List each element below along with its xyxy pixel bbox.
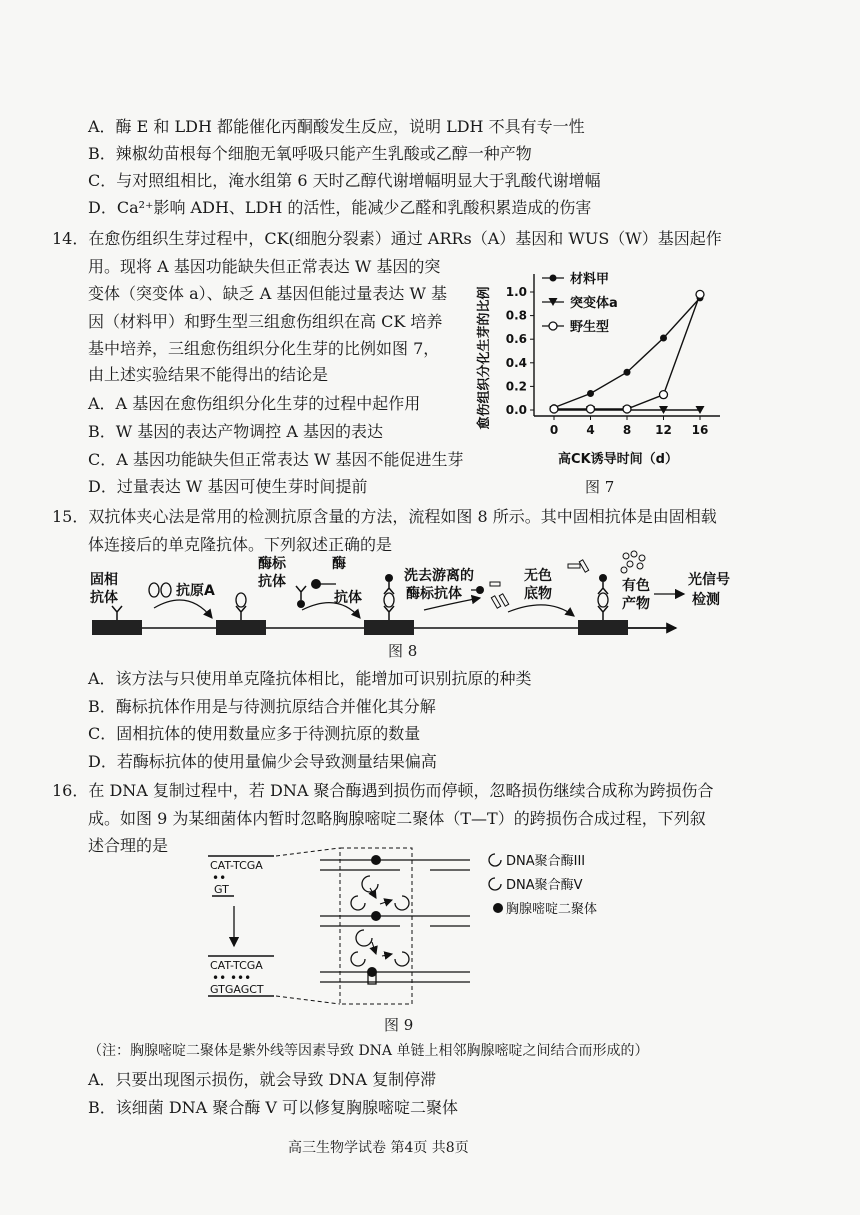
q13-option-a: A．酶 E 和 LDH 都能催化丙酮酸发生反应，说明 LDH 不具有专一性: [88, 117, 585, 136]
q14-option-b: B．W 基因的表达产物调控 A 基因的表达: [88, 422, 384, 441]
figure-9-diagram: [200, 846, 660, 1011]
q13-option-d: D．Ca²⁺影响 ADH、LDH 的活性，能减少乙醛和乳酸积累造成的伤害: [88, 198, 592, 217]
q14-stem-line1: 14．在愈伤组织生芽过程中，CK(细胞分裂素）通过 ARRs（A）基因和 WUS（W）基因起作: [52, 229, 722, 248]
y-tick-label: 1.0: [505, 285, 527, 299]
colored-product-icon: [621, 551, 645, 573]
figure-7-chart: [462, 258, 734, 478]
antibody-antigen-complex-icon: [236, 593, 246, 620]
q15-option-c: C．固相抗体的使用数量应多于待测抗原的数量: [88, 724, 421, 743]
figure-9-legend: [489, 854, 597, 917]
antigen-label: 抗原A: [176, 583, 215, 599]
figure-7-caption: 图 7: [585, 478, 615, 496]
figure-9-caption: 图 9: [384, 1016, 414, 1034]
q16-stem-line1: 16．在 DNA 复制过程中，若 DNA 聚合酶遇到损伤而停顿，忽略损伤继续合成称为跨损伤合: [52, 781, 714, 800]
y-tick-label: 0.8: [505, 308, 527, 323]
q14-stem-line5: 基中培养，三组愈伤组织分化生芽的比例如图 7，: [88, 339, 440, 358]
data-point: [587, 405, 595, 413]
q16-option-b: B．该细菌 DNA 聚合酶 V 可以修复胸腺嘧啶二聚体: [88, 1098, 459, 1117]
legend-marker: [550, 275, 557, 282]
data-point: [624, 369, 631, 376]
q16-option-a: A．只要出现图示损伤，就会导致 DNA 复制停滞: [88, 1070, 437, 1089]
legend-marker: [549, 322, 557, 330]
pol5-legend-icon: [489, 878, 501, 890]
q14-option-a: A．A 基因在愈伤组织分化生芽的过程中起作用: [88, 394, 421, 413]
page-footer: 高三生物学试卷 第4页 共8页: [288, 1140, 469, 1156]
legend-pol5: DNA聚合酶V: [506, 878, 583, 893]
q15-option-a: A．该方法与只使用单克隆抗体相比，能增加可识别抗原的种类: [88, 669, 532, 688]
figure-8-caption: 图 8: [388, 642, 418, 660]
sandwich-complex-icon: [384, 574, 394, 620]
series-line: [554, 294, 700, 409]
q16-note: （注：胸腺嘧啶二聚体是紫外线等因素导致 DNA 单链上相邻胸腺嘧啶之间结合而形成的）: [88, 1043, 649, 1059]
colorless-label-1: 无色: [524, 568, 552, 584]
detect-label-1: 光信号: [688, 572, 730, 588]
legend-entry: [542, 295, 618, 311]
legend-label: 野生型: [570, 320, 610, 335]
q14-option-c: C．A 基因功能缺失但正常表达 W 基因不能促进生芽: [88, 450, 464, 469]
data-point: [550, 405, 558, 413]
data-point: [696, 290, 704, 298]
product-complex-icon: [568, 560, 608, 620]
q13-option-b: B．辣椒幼苗根每个细胞无氧呼吸只能产生乳酸或乙醇一种产物: [88, 144, 532, 163]
seq-top-1: CAT-TCGA: [210, 859, 263, 872]
y-tick-label: 0.6: [505, 332, 527, 347]
data-point: [587, 390, 594, 397]
q14-stem-line6: 由上述实验结果不能得出的结论是: [88, 365, 329, 384]
wash-label-2: 酶标抗体: [406, 586, 462, 602]
detect-label-2: 检测: [692, 592, 720, 608]
enzyme-antibody-label-2: 抗体: [258, 574, 286, 590]
solid-antibody-label-1: 固相: [90, 572, 118, 588]
series-1: [551, 294, 704, 411]
data-point: [660, 335, 667, 342]
y-tick-label: 0.0: [505, 403, 527, 417]
legend-pol3: DNA聚合酶III: [506, 854, 586, 869]
q13-option-c: C．与对照组相比，淹水组第 6 天时乙醇代谢增幅明显大于乳酸代谢增幅: [88, 171, 601, 190]
antibody-char-label: 抗体: [334, 590, 362, 606]
legend-label: 材料甲: [570, 272, 610, 287]
enzyme-char-label: 酶: [332, 556, 346, 572]
dna-strands: [320, 860, 470, 982]
q14-stem-line3: 变体（突变体 a）、缺乏 A 基因但能过量表达 W 基: [88, 284, 447, 303]
solid-antibody-label-2: 抗体: [90, 590, 118, 606]
seq-bottom-1: GT: [214, 883, 229, 896]
q14-option-d: D．过量表达 W 基因可使生芽时间提前: [88, 477, 368, 496]
legend-entry: [542, 319, 609, 335]
q15-option-b: B．酶标抗体作用是与待测抗原结合并催化其分解: [88, 697, 436, 716]
svg-text:•• •••: •• •••: [212, 971, 252, 985]
x-tick-label: 8: [622, 423, 632, 437]
enzyme-antibody-label-1: 酶标: [258, 556, 286, 572]
seq-bottom-2: GTGAGCT: [210, 983, 264, 996]
dimer-legend-icon: [493, 903, 503, 913]
q16-stem-line3: 述合理的是: [88, 836, 169, 855]
svg-text:••: ••: [212, 871, 227, 885]
seq-top-2: CAT-TCGA: [210, 959, 263, 972]
colorless-label-2: 底物: [524, 586, 552, 602]
wash-label-1: 洗去游离的: [404, 568, 474, 584]
polymerase-icons: [351, 876, 409, 984]
q15-option-d: D．若酶标抗体的使用量偏少会导致测量结果偏高: [88, 752, 437, 771]
chart-x-axis-label: 高CK诱导时间（d）: [558, 452, 678, 467]
free-enzyme-antibody-icon: [471, 586, 484, 594]
legend-entry: [542, 271, 609, 287]
colorless-substrate-icon: [490, 582, 509, 608]
q15-stem-line2: 体连接后的单克隆抗体。下列叙述正确的是: [88, 535, 393, 554]
x-tick-label: 12: [655, 423, 672, 437]
legend-dimer: 胸腺嘧啶二聚体: [506, 902, 598, 917]
x-tick-label: 0: [549, 423, 559, 437]
x-tick-label: 16: [691, 423, 709, 437]
data-point: [623, 405, 631, 413]
x-tick-label: 4: [586, 423, 595, 437]
chart-axes: [534, 274, 720, 416]
chart-y-axis-label: 愈伤组织分化生芽的比例: [477, 286, 492, 430]
q15-stem-line1: 15．双抗体夹心法是常用的检测抗原含量的方法，流程如图 8 所示。其中固相抗体是由固相载: [52, 507, 717, 526]
y-tick-label: 0.2: [505, 379, 527, 394]
antigen-icon: [149, 583, 171, 597]
colored-label-2: 产物: [622, 596, 650, 612]
q14-stem-line4: 因（材料甲）和野生型三组愈伤组织在高 CK 培养: [88, 312, 443, 331]
legend-label: 突变体a: [570, 296, 618, 311]
colored-label-1: 有色: [622, 578, 650, 594]
data-point: [660, 391, 668, 399]
q16-stem-line2: 成。如图 9 为某细菌体内暂时忽略胸腺嘧啶二聚体（T—T）的跨损伤合成过程，下列叙: [88, 809, 706, 828]
pol3-legend-icon: [489, 854, 501, 866]
solid-antibody-icon: [112, 606, 122, 620]
q14-stem-line2: 用。现将 A 基因功能缺失但正常表达 W 基因的突: [88, 257, 441, 276]
figure-8-diagram: [88, 548, 788, 648]
y-tick-label: 0.4: [505, 355, 527, 370]
enzyme-antibody-icon: [296, 579, 336, 608]
